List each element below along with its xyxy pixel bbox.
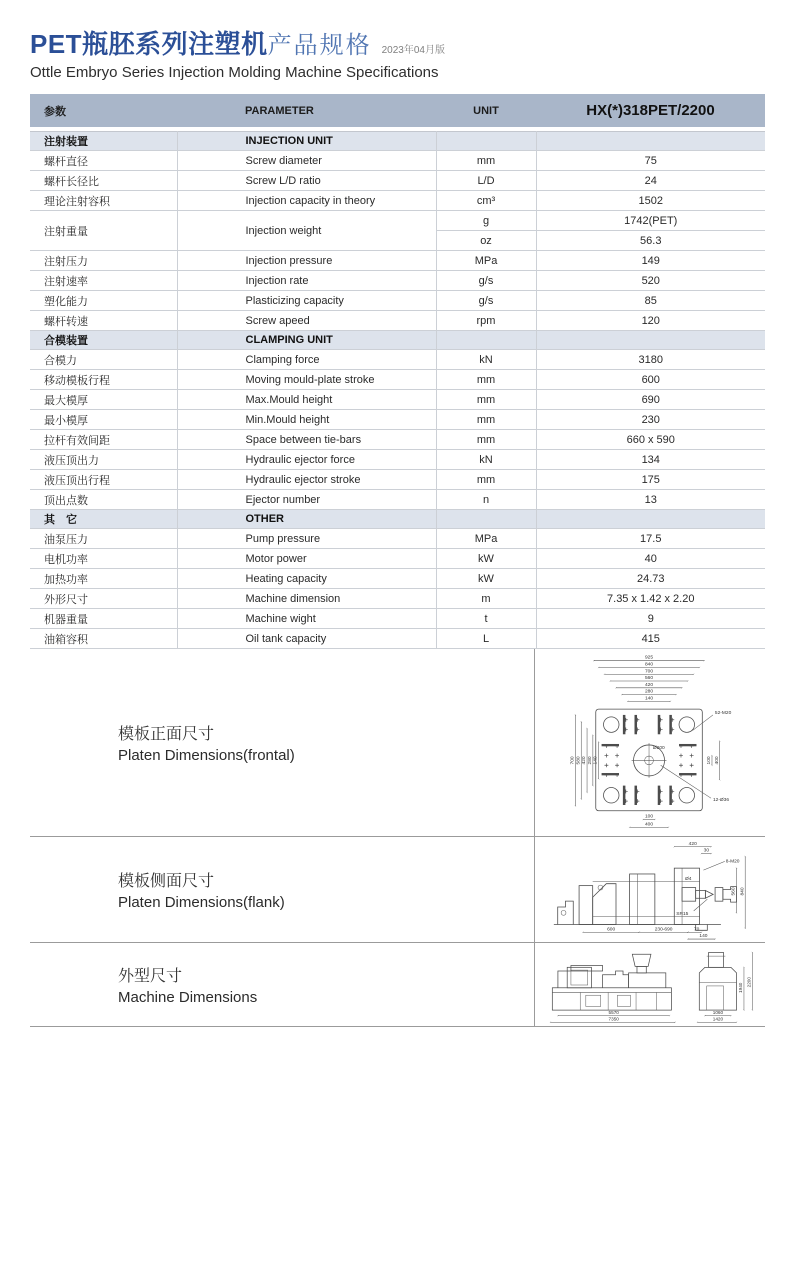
param-value: 17.5	[536, 529, 765, 549]
param-en: Screw diameter	[177, 151, 436, 171]
flank-figure	[534, 837, 765, 942]
dim-400r: 400	[714, 755, 720, 764]
section-unit	[436, 510, 536, 529]
param-unit: g/s	[436, 291, 536, 311]
param-value: 85	[536, 291, 765, 311]
frontal-label-cn: 模板正面尺寸	[118, 726, 215, 743]
param-en: Injection rate	[177, 271, 436, 291]
table-row	[30, 171, 765, 191]
param-value: 9	[536, 609, 765, 629]
table-row	[30, 311, 765, 331]
param-cn: 加热功率	[30, 569, 177, 589]
param-unit: mm	[436, 151, 536, 171]
param-cn: 电机功率	[30, 549, 177, 569]
header-model: HX(*)318PET/2200	[536, 94, 765, 127]
section-en: INJECTION UNIT	[177, 132, 436, 151]
param-value: 3180	[536, 350, 765, 370]
param-en: Plasticizing capacity	[177, 291, 436, 311]
spec-table-header	[30, 94, 765, 127]
param-cn: 理论注射容积	[30, 191, 177, 211]
dim-7350: 7350	[608, 1015, 619, 1021]
flank-label	[30, 837, 534, 942]
param-en: Moving mould-plate stroke	[177, 370, 436, 390]
section-row	[30, 132, 765, 151]
header-unit: UNIT	[436, 94, 536, 127]
param-unit: mm	[436, 370, 536, 390]
param-en: Hydraulic ejector force	[177, 450, 436, 470]
param-unit: g/s	[436, 271, 536, 291]
table-row	[30, 350, 765, 370]
callout-8-M20: 8-M20	[725, 858, 740, 864]
diagram-row-flank	[30, 837, 765, 943]
param-cn: 油箱容积	[30, 629, 177, 649]
param-unit: kW	[436, 549, 536, 569]
param-en: Screw apeed	[177, 311, 436, 331]
section-en: CLAMPING UNIT	[177, 331, 436, 350]
flank-platen-drawing	[537, 839, 763, 941]
dim-420t: 420	[645, 682, 654, 688]
dim-580l: 580	[576, 755, 582, 764]
param-en: Injection weight	[177, 211, 436, 251]
param-en: Pump pressure	[177, 529, 436, 549]
param-en: Machine dimension	[177, 589, 436, 609]
table-row	[30, 609, 765, 629]
machine-dimensions-drawing	[536, 945, 764, 1025]
param-value: 120	[536, 311, 765, 331]
table-row	[30, 549, 765, 569]
dim-700t: 700	[645, 668, 654, 674]
param-value: 134	[536, 450, 765, 470]
param-cn: 液压顶出行程	[30, 470, 177, 490]
center-dia-label: Ø200	[652, 745, 665, 751]
param-en: Max.Mould height	[177, 390, 436, 410]
nozzle-dia-label: Ø4	[684, 876, 692, 882]
param-cn: 液压顶出力	[30, 450, 177, 470]
sphere-radius-label: SR15	[676, 911, 689, 917]
param-unit: mm	[436, 430, 536, 450]
dim-420l: 420	[582, 755, 588, 764]
flank-label-en: Platen Dimensions(flank)	[118, 894, 285, 911]
param-value: 13	[536, 490, 765, 510]
dim-5570: 5570	[608, 1009, 619, 1015]
table-row	[30, 211, 765, 231]
param-value: 230	[536, 410, 765, 430]
diagram-row-frontal	[30, 649, 765, 837]
param-cn: 螺杆长径比	[30, 171, 177, 191]
table-row	[30, 529, 765, 549]
param-unit: L	[436, 629, 536, 649]
frontal-platen-drawing	[537, 651, 763, 835]
table-row	[30, 151, 765, 171]
param-cn: 最小模厚	[30, 410, 177, 430]
dim-560-flank: 560	[731, 886, 737, 896]
section-cn: 合模装置	[30, 331, 177, 350]
param-value: 175	[536, 470, 765, 490]
param-cn: 外形尺寸	[30, 589, 177, 609]
param-en: Heating capacity	[177, 569, 436, 589]
dim-230-690: 230-690	[654, 926, 673, 932]
page-title	[30, 24, 765, 61]
dim-140t: 140	[645, 695, 654, 701]
param-en: Clamping force	[177, 350, 436, 370]
param-unit: m	[436, 589, 536, 609]
param-value: 75	[536, 151, 765, 171]
param-en: Screw L/D ratio	[177, 171, 436, 191]
section-value	[536, 510, 765, 529]
param-en: Min.Mould height	[177, 410, 436, 430]
dim-140-flank: 140	[699, 933, 708, 939]
param-unit: kN	[436, 450, 536, 470]
table-row	[30, 490, 765, 510]
param-cn: 合模力	[30, 350, 177, 370]
table-row	[30, 470, 765, 490]
dim-925: 925	[645, 655, 654, 661]
section-value	[536, 331, 765, 350]
param-value: 24.73	[536, 569, 765, 589]
param-cn: 顶出点数	[30, 490, 177, 510]
dim-2200: 2200	[746, 976, 752, 987]
title-cn-light: 产品规格	[267, 32, 372, 59]
param-unit: cm³	[436, 191, 536, 211]
param-unit: mm	[436, 390, 536, 410]
param-unit: kN	[436, 350, 536, 370]
param-value: 1742(PET)	[536, 211, 765, 231]
dim-1420: 1420	[712, 1015, 724, 1021]
param-unit: t	[436, 609, 536, 629]
param-value: 600	[536, 370, 765, 390]
param-value: 24	[536, 171, 765, 191]
table-row	[30, 629, 765, 649]
header-param-cn: 参数	[30, 94, 177, 127]
param-cn: 最大模厚	[30, 390, 177, 410]
page-header	[30, 24, 765, 81]
param-unit: rpm	[436, 311, 536, 331]
param-value: 660 x 590	[536, 430, 765, 450]
table-row	[30, 390, 765, 410]
dim-420-flank: 420	[688, 841, 697, 847]
param-cn: 注射重量	[30, 211, 177, 251]
table-row	[30, 410, 765, 430]
section-value	[536, 132, 765, 151]
dim-1060: 1060	[712, 1009, 724, 1015]
frontal-figure	[534, 649, 765, 836]
diagram-row-machine	[30, 943, 765, 1027]
table-row	[30, 569, 765, 589]
param-cn: 油泵压力	[30, 529, 177, 549]
spec-table-body-table	[30, 131, 765, 649]
table-row	[30, 291, 765, 311]
edition-tag: 2023年04月版	[381, 45, 445, 56]
section-cn: 其 它	[30, 510, 177, 529]
param-unit: L/D	[436, 171, 536, 191]
param-cn: 移动模板行程	[30, 370, 177, 390]
param-value: 56.3	[536, 231, 765, 251]
section-cn: 注射装置	[30, 132, 177, 151]
param-unit: mm	[436, 470, 536, 490]
section-unit	[436, 331, 536, 350]
dim-840: 840	[645, 662, 654, 668]
machine-label-cn: 外型尺寸	[118, 968, 183, 985]
section-unit	[436, 132, 536, 151]
section-row	[30, 510, 765, 529]
dim-140l: 140	[593, 755, 599, 764]
callout-12-o36: 12-Ø36	[712, 797, 730, 803]
table-row	[30, 191, 765, 211]
dim-100r: 100	[707, 755, 713, 764]
param-en: Motor power	[177, 549, 436, 569]
param-cn: 注射速率	[30, 271, 177, 291]
param-en: Injection capacity in theory	[177, 191, 436, 211]
param-en: Injection pressure	[177, 251, 436, 271]
param-cn: 螺杆直径	[30, 151, 177, 171]
section-row	[30, 331, 765, 350]
param-unit: mm	[436, 410, 536, 430]
param-cn: 拉杆有效间距	[30, 430, 177, 450]
table-row	[30, 589, 765, 609]
machine-label-en: Machine Dimensions	[118, 989, 258, 1006]
dim-560: 560	[645, 675, 654, 681]
dim-30-flank: 30	[703, 848, 710, 854]
param-value: 7.35 x 1.42 x 2.20	[536, 589, 765, 609]
param-unit: kW	[436, 569, 536, 589]
table-row	[30, 251, 765, 271]
param-unit: oz	[436, 231, 536, 251]
hopper	[632, 954, 651, 966]
table-row	[30, 450, 765, 470]
param-en: Oil tank capacity	[177, 629, 436, 649]
section-en: OTHER	[177, 510, 436, 529]
machine-figure	[534, 943, 765, 1026]
dim-600-flank: 600	[607, 926, 616, 932]
frontal-label-en: Platen Dimensions(frontal)	[118, 747, 295, 764]
dim-1940: 1940	[738, 982, 744, 993]
dim-700l: 700	[570, 755, 576, 764]
param-value: 40	[536, 549, 765, 569]
frontal-label	[30, 649, 534, 836]
param-cn: 塑化能力	[30, 291, 177, 311]
param-cn: 注射压力	[30, 251, 177, 271]
param-value: 520	[536, 271, 765, 291]
param-value: 690	[536, 390, 765, 410]
machine-label	[30, 943, 534, 1026]
table-row	[30, 271, 765, 291]
param-unit: n	[436, 490, 536, 510]
param-en: Space between tie-bars	[177, 430, 436, 450]
dim-100b: 100	[645, 814, 654, 820]
table-row	[30, 430, 765, 450]
dim-280t: 280	[645, 689, 654, 695]
title-cn-bold: PET瓶胚系列注塑机	[30, 29, 268, 59]
param-cn: 螺杆转速	[30, 311, 177, 331]
param-en: Ejector number	[177, 490, 436, 510]
spec-table	[30, 94, 765, 649]
spec-table-body	[30, 132, 765, 649]
table-row	[30, 370, 765, 390]
dim-400b: 400	[645, 821, 654, 827]
param-unit: MPa	[436, 529, 536, 549]
param-unit: MPa	[436, 251, 536, 271]
param-value: 1502	[536, 191, 765, 211]
param-en: Hydraulic ejector stroke	[177, 470, 436, 490]
param-value: 149	[536, 251, 765, 271]
param-unit: g	[436, 211, 536, 231]
param-en: Machine wight	[177, 609, 436, 629]
flank-label-cn: 模板侧面尺寸	[118, 873, 215, 890]
page-subtitle: Ottle Embryo Series Injection Molding Machine Specifications	[30, 64, 439, 81]
header-parameter: PARAMETER	[177, 94, 436, 127]
param-value: 415	[536, 629, 765, 649]
callout-52-M20: 52-M20	[714, 710, 732, 716]
param-cn: 机器重量	[30, 609, 177, 629]
dim-70-flank: 70	[693, 926, 700, 932]
diagram-section	[30, 649, 765, 1027]
dim-840-flank: 840	[740, 886, 746, 896]
dim-280l: 280	[587, 755, 593, 764]
